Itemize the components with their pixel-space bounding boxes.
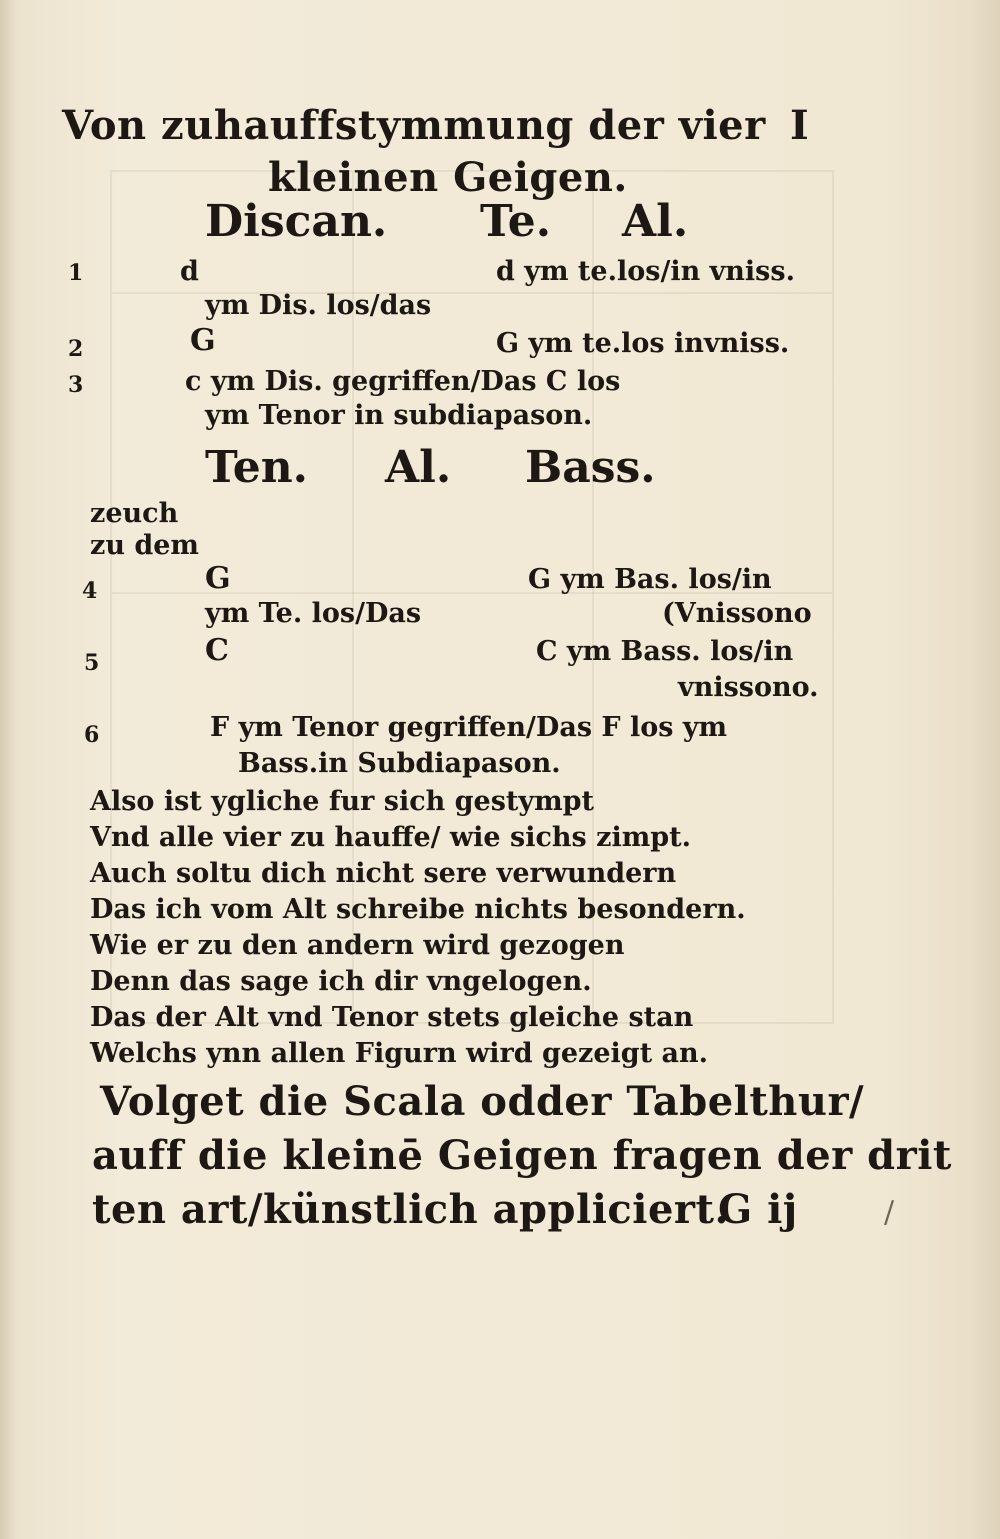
row5-right-text: C ym Bass. los/in bbox=[536, 636, 794, 667]
row4-left-note: G bbox=[205, 561, 231, 596]
row-number-3: 3 bbox=[68, 372, 84, 398]
row-number-1: 1 bbox=[68, 260, 84, 286]
row1-left-note: d bbox=[180, 256, 199, 287]
verse-line-6: Denn das sage ich dir vngelogen. bbox=[90, 966, 592, 997]
signature-mark: G ij bbox=[718, 1186, 798, 1233]
side-note-line1: zeuch bbox=[90, 498, 179, 529]
verse-line-8: Welchs ynn allen Figurn wird gezeigt an. bbox=[90, 1038, 709, 1069]
header-discan: Discan. bbox=[205, 196, 388, 247]
row-number-4: 4 bbox=[82, 578, 98, 604]
row2-right-text: G ym te.los invniss. bbox=[496, 328, 790, 359]
verse-line-4: Das ich vom Alt schreibe nichts besondern. bbox=[90, 894, 746, 925]
row3-continuation: ym Tenor in subdiapason. bbox=[205, 400, 593, 431]
header-al: Al. bbox=[622, 196, 689, 247]
row-number-5: 5 bbox=[84, 650, 100, 676]
row3-text: c ym Dis. gegriffen/Das C los bbox=[185, 366, 621, 397]
page-title-line2: kleinen Geigen. bbox=[268, 154, 628, 201]
verse-line-5: Wie er zu den andern wird gezogen bbox=[90, 930, 625, 961]
verse-line-3: Auch soltu dich nicht sere verwundern bbox=[90, 858, 677, 889]
row5-right-continuation: vnissono. bbox=[678, 672, 819, 703]
row1-right-text: d ym te.los/in vniss. bbox=[496, 256, 795, 287]
row5-left-note: C bbox=[205, 633, 229, 668]
row2-left-note: G bbox=[190, 323, 216, 358]
folio-number: I bbox=[790, 102, 810, 149]
row1-continuation: ym Dis. los/das bbox=[205, 290, 432, 321]
closing-line-2: auff die kleinē Geigen fragen der drit bbox=[92, 1132, 952, 1179]
margin-mark: / bbox=[884, 1195, 895, 1230]
row4-right-continuation: (Vnissono bbox=[662, 598, 812, 629]
row6-continuation: Bass.in Subdiapason. bbox=[238, 748, 561, 779]
row4-continuation: ym Te. los/Das bbox=[205, 598, 422, 629]
verse-line-1: Also ist ygliche fur sich gestympt bbox=[90, 786, 595, 817]
verse-line-7: Das der Alt vnd Tenor stets gleiche stan bbox=[90, 1002, 694, 1033]
row-number-2: 2 bbox=[68, 336, 84, 362]
closing-line-3: ten art/künstlich appliciert. bbox=[92, 1186, 729, 1233]
header-te: Te. bbox=[480, 196, 552, 247]
verse-line-2: Vnd alle vier zu hauffe/ wie sichs zimpt. bbox=[90, 822, 692, 853]
page-title-line1: Von zuhauffstymmung der vier bbox=[62, 102, 766, 149]
row-number-6: 6 bbox=[84, 722, 100, 748]
closing-line-1: Volget die Scala odder Tabelthur/ bbox=[100, 1078, 865, 1125]
header-al-2: Al. bbox=[385, 442, 452, 493]
header-bass: Bass. bbox=[525, 442, 656, 493]
header-ten: Ten. bbox=[205, 442, 308, 493]
side-note-line2: zu dem bbox=[90, 530, 199, 561]
row6-text: F ym Tenor gegriffen/Das F los ym bbox=[210, 712, 728, 743]
row4-right-text: G ym Bas. los/in bbox=[528, 564, 772, 595]
